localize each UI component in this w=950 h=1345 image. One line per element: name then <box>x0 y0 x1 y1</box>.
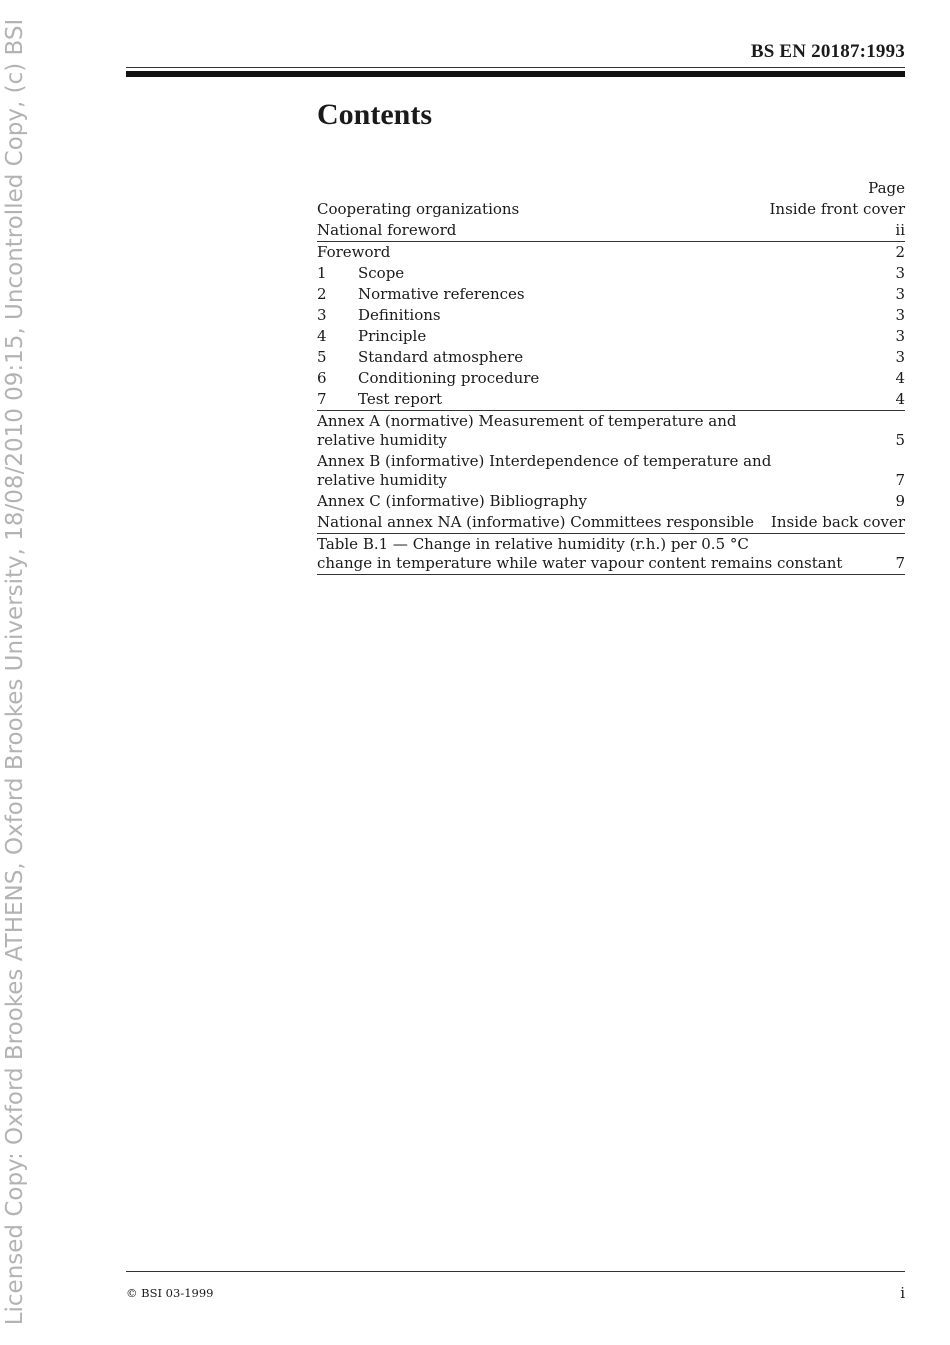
toc-entry-page: 9 <box>895 492 905 510</box>
toc-entry-number: 1 <box>317 264 327 282</box>
page-title: Contents <box>317 98 433 131</box>
toc-entry-page: ii <box>895 221 905 239</box>
toc-entry-page: 3 <box>895 285 905 303</box>
toc-page-column-header <box>317 178 905 199</box>
footer-rule <box>126 1271 905 1272</box>
toc-entry-page: 7 <box>895 471 905 489</box>
toc-entry-page: 2 <box>895 243 905 261</box>
toc-entry-page: 4 <box>895 390 905 408</box>
toc-entry-label: Normative references <box>358 285 525 303</box>
page-number: i <box>900 1284 905 1302</box>
toc-entry-page: 3 <box>895 264 905 282</box>
license-watermark <box>0 0 30 1345</box>
toc-entry-normative-references[interactable] <box>317 284 905 305</box>
toc-entry-label: National annex NA (informative) Committees responsible <box>317 513 755 531</box>
toc-entry-label-line1: Table B.1 — Change in relative humidity (r.h.) per 0.5 °C <box>317 535 749 553</box>
toc-entry-label: Annex C (informative) Bibliography <box>317 492 588 510</box>
toc-entry-number: 5 <box>317 348 327 366</box>
toc-entry-page: 7 <box>895 554 905 572</box>
toc-entry-label-line1: Annex A (normative) Measurement of temperature and <box>317 412 737 430</box>
toc-entry-page: Inside front cover <box>769 200 905 218</box>
toc-entry-label-line2: relative humidity <box>317 431 447 449</box>
toc-entry-label: National foreword <box>317 221 457 239</box>
toc-entry-page: Inside back cover <box>770 513 905 531</box>
toc-entry-label: Test report <box>358 390 443 408</box>
header-thin-rule <box>126 67 905 68</box>
watermark-text: Licensed Copy: Oxford Brookes ATHENS, Oxford Brookes University, 18/08/2010 09:15, Uncontrolled Copy, (c) BSI <box>2 18 28 1326</box>
toc-entry-number: 2 <box>317 285 327 303</box>
toc-entry-label-line1: Annex B (informative) Interdependence of temperature and <box>317 452 772 470</box>
table-of-contents <box>317 178 905 575</box>
toc-entry-cooperating-organizations[interactable] <box>317 199 905 220</box>
toc-entry-number: 7 <box>317 390 327 408</box>
toc-entry-principle[interactable] <box>317 326 905 347</box>
toc-entry-label: Scope <box>358 264 405 282</box>
toc-entry-page: 5 <box>895 431 905 449</box>
toc-entry-national-annex-na[interactable] <box>317 512 905 534</box>
toc-entry-label: Conditioning procedure <box>358 369 540 387</box>
toc-entry-label: Principle <box>358 327 427 345</box>
toc-entry-number: 6 <box>317 369 327 387</box>
header-thick-rule <box>126 71 905 77</box>
copyright-notice: © BSI 03-1999 <box>126 1286 214 1300</box>
toc-entry-annex-c[interactable] <box>317 491 905 512</box>
toc-entry-label-line2: change in temperature while water vapour content remains constant <box>317 554 843 572</box>
toc-entry-label: Foreword <box>317 243 391 261</box>
toc-entry-number: 3 <box>317 306 327 324</box>
page-column-label: Page <box>868 179 905 197</box>
toc-entry-definitions[interactable] <box>317 305 905 326</box>
toc-entry-page: 4 <box>895 369 905 387</box>
toc-entry-national-foreword[interactable] <box>317 220 905 242</box>
toc-entry-standard-atmosphere[interactable] <box>317 347 905 368</box>
toc-entry-label: Cooperating organizations <box>317 200 520 218</box>
toc-entry-table-b1[interactable] <box>317 534 905 575</box>
toc-entry-label: Definitions <box>358 306 441 324</box>
document-identifier: BS EN 20187:1993 <box>750 41 905 62</box>
toc-entry-label-line2: relative humidity <box>317 471 447 489</box>
toc-entry-foreword[interactable] <box>317 242 905 263</box>
toc-entry-page: 3 <box>895 327 905 345</box>
toc-entry-annex-a[interactable] <box>317 411 905 451</box>
toc-entry-conditioning-procedure[interactable] <box>317 368 905 389</box>
toc-entry-test-report[interactable] <box>317 389 905 411</box>
toc-entry-label: Standard atmosphere <box>358 348 524 366</box>
toc-entry-annex-b[interactable] <box>317 451 905 491</box>
toc-entry-scope[interactable] <box>317 263 905 284</box>
toc-entry-number: 4 <box>317 327 327 345</box>
toc-entry-page: 3 <box>895 348 905 366</box>
toc-entry-page: 3 <box>895 306 905 324</box>
